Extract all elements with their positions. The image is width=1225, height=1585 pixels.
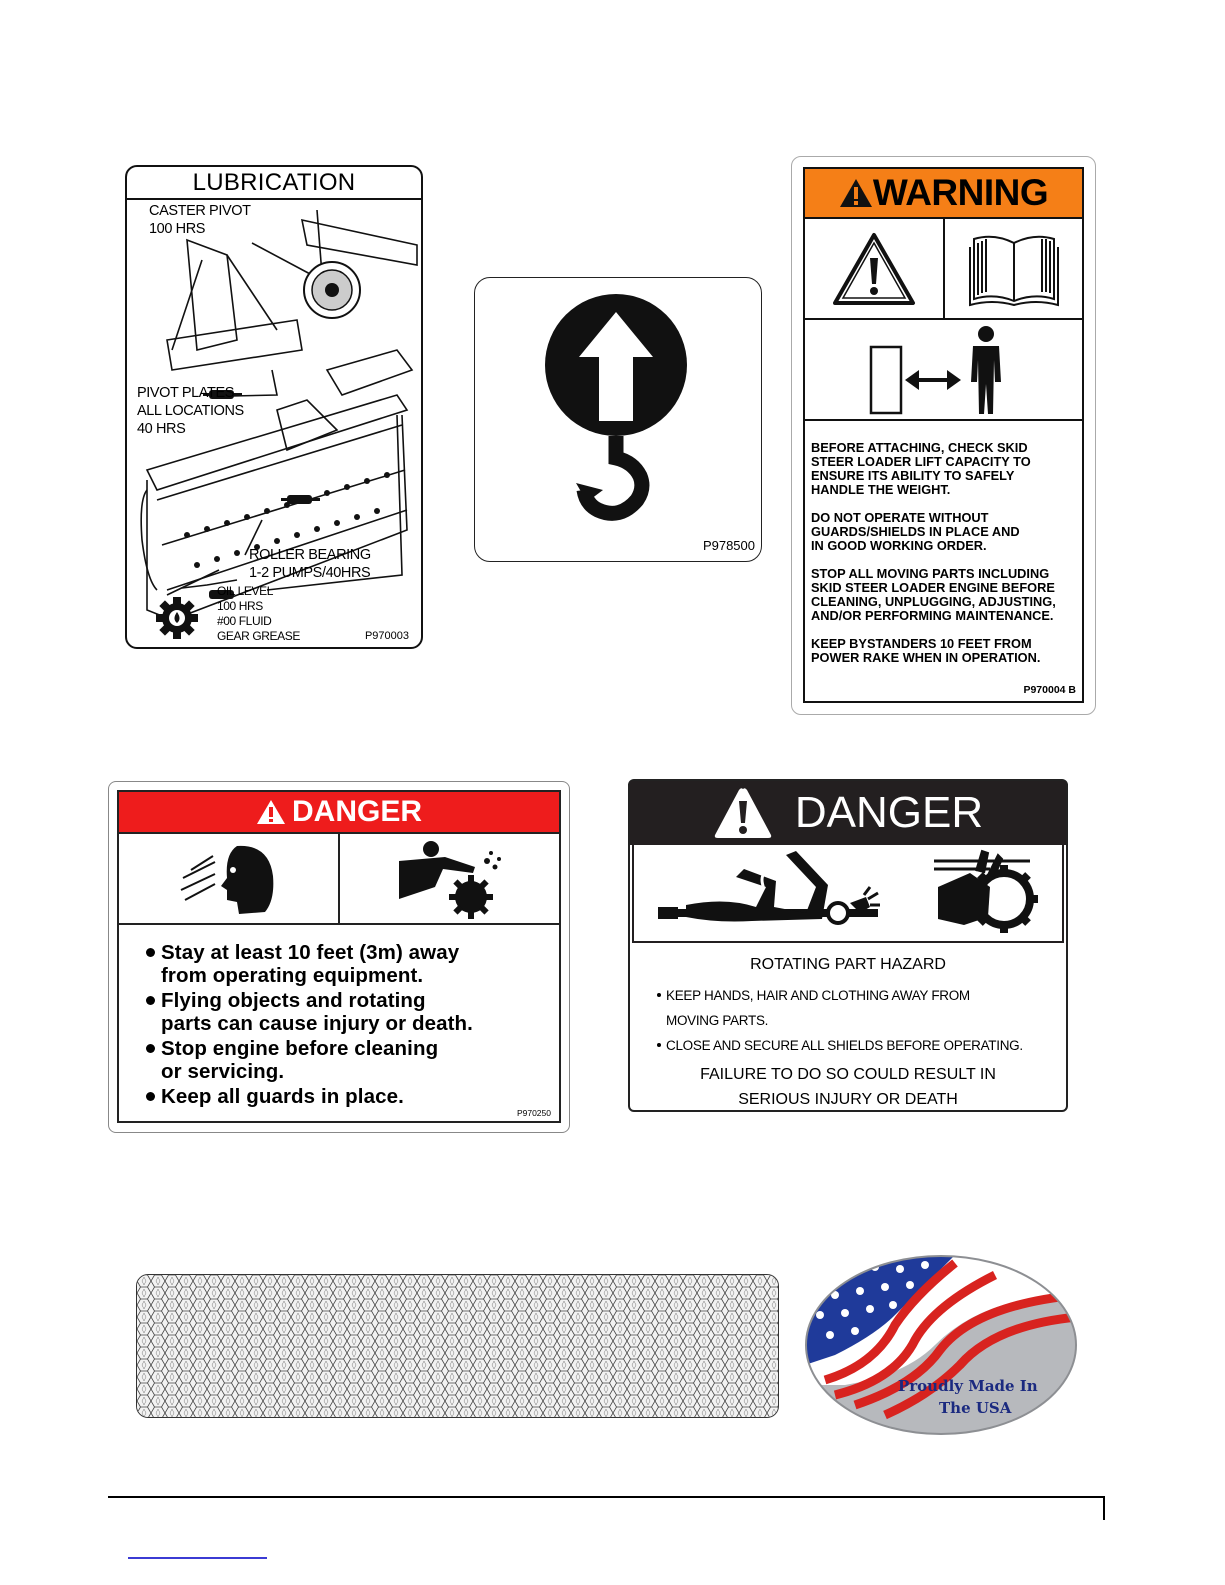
warning-paragraph: BEFORE ATTACHING, CHECK SKID STEER LOADER LIFT CAPACITY TO ENSURE ITS ABILITY TO SAFELY HANDLE THE WEIGHT. <box>811 440 1031 497</box>
pivot-plates-interval: 40 HRS <box>137 421 186 437</box>
caster-pivot-interval: 100 HRS <box>149 221 206 237</box>
warning-header-text: WARNING <box>872 172 1049 213</box>
lubrication-decal <box>125 165 423 649</box>
caster-pivot-label: CASTER PIVOT <box>149 203 251 219</box>
danger-black-bullet: CLOSE AND SECURE ALL SHIELDS BEFORE OPERATING. <box>666 1033 1066 1058</box>
keep-distance-icon <box>869 324 1019 416</box>
warning-paragraph: DO NOT OPERATE WITHOUT GUARDS/SHIELDS IN PLACE AND IN GOOD WORKING ORDER. <box>811 510 1020 553</box>
danger-red-bullet: Keep all guards in place. <box>161 1086 559 1109</box>
pivot-plates-label: PIVOT PLATES <box>137 385 235 401</box>
warning-triangle-icon <box>839 178 873 208</box>
danger-red-bullets <box>119 925 559 1109</box>
rotating-rotor-person-icon <box>395 837 505 921</box>
warning-text <box>805 421 1082 665</box>
danger-red-part-number: P970250 <box>516 1108 551 1118</box>
lift-point-decal <box>474 277 762 562</box>
lubrication-title: LUBRICATION <box>127 167 421 200</box>
fluid-label: #00 FLUID <box>217 614 272 628</box>
danger-black-bullets <box>630 974 1066 1058</box>
danger-rotating-part-decal <box>628 779 1068 1112</box>
warning-paragraph: STOP ALL MOVING PARTS INCLUDING SKID STEER LOADER ENGINE BEFORE CLEANING, UNPLUGGING, ADJUSTING, AND/OR PERFORMING MAINTENANCE. <box>811 566 1056 623</box>
danger-red-header-text: DANGER <box>291 795 422 828</box>
usa-text-line2: The USA <box>939 1399 1012 1417</box>
lift-hook-icon <box>475 278 763 563</box>
oil-level-interval: 100 HRS <box>217 599 263 613</box>
all-locations-label: ALL LOCATIONS <box>137 403 244 419</box>
made-in-usa-decal <box>805 1255 1077 1435</box>
danger-black-header <box>630 781 1066 845</box>
roller-bearing-interval: 1-2 PUMPS/40HRS <box>249 565 371 581</box>
warning-paragraph: KEEP BYSTANDERS 10 FEET FROM POWER RAKE WHEN IN OPERATION. <box>811 636 1041 665</box>
reflective-strip <box>136 1274 779 1418</box>
failure-warning-text: FAILURE TO DO SO COULD RESULT IN SERIOUS INJURY OR DEATH <box>700 1066 996 1108</box>
entanglement-shaft-icon <box>656 847 886 939</box>
rotating-part-hazard-title: ROTATING PART HAZARD <box>750 956 946 973</box>
danger-red-bullet: Flying objects and rotating parts can cause injury or death. <box>161 990 559 1035</box>
footer-tick <box>1103 1496 1105 1520</box>
danger-black-header-text: DANGER <box>794 788 984 837</box>
usa-text-line1: Proudly Made In <box>898 1377 1038 1395</box>
footer-link-underline[interactable] <box>128 1557 267 1559</box>
danger-triangle-icon <box>256 799 286 825</box>
reflective-pattern <box>137 1275 779 1418</box>
danger-red-header <box>119 792 559 834</box>
gear-oil-icon <box>156 597 198 639</box>
lift-part-number: P978500 <box>702 538 755 553</box>
roller-bearing-label: ROLLER BEARING <box>249 547 371 563</box>
lubrication-part-number: P970003 <box>364 630 409 642</box>
danger-flying-objects-decal <box>108 781 570 1133</box>
danger-triangle-icon <box>713 787 773 839</box>
oil-level-label: OIL LEVEL <box>217 584 273 598</box>
alert-triangle-icon <box>832 232 916 306</box>
danger-red-bullet: Stay at least 10 feet (3m) away from operating equipment. <box>161 942 559 987</box>
flying-debris-head-icon <box>179 840 279 918</box>
warning-part-number: P970004 B <box>1023 684 1076 696</box>
manual-book-icon <box>968 231 1060 307</box>
footer-rule <box>108 1496 1105 1498</box>
warning-header <box>805 169 1082 219</box>
warning-decal <box>791 156 1096 715</box>
chain-sprocket-icon <box>930 847 1040 939</box>
danger-black-bullet: KEEP HANDS, HAIR AND CLOTHING AWAY FROM MOVING PARTS. <box>666 983 1066 1033</box>
gear-grease-label: GEAR GREASE <box>217 629 300 643</box>
danger-red-bullet: Stop engine before cleaning or servicing. <box>161 1038 559 1083</box>
